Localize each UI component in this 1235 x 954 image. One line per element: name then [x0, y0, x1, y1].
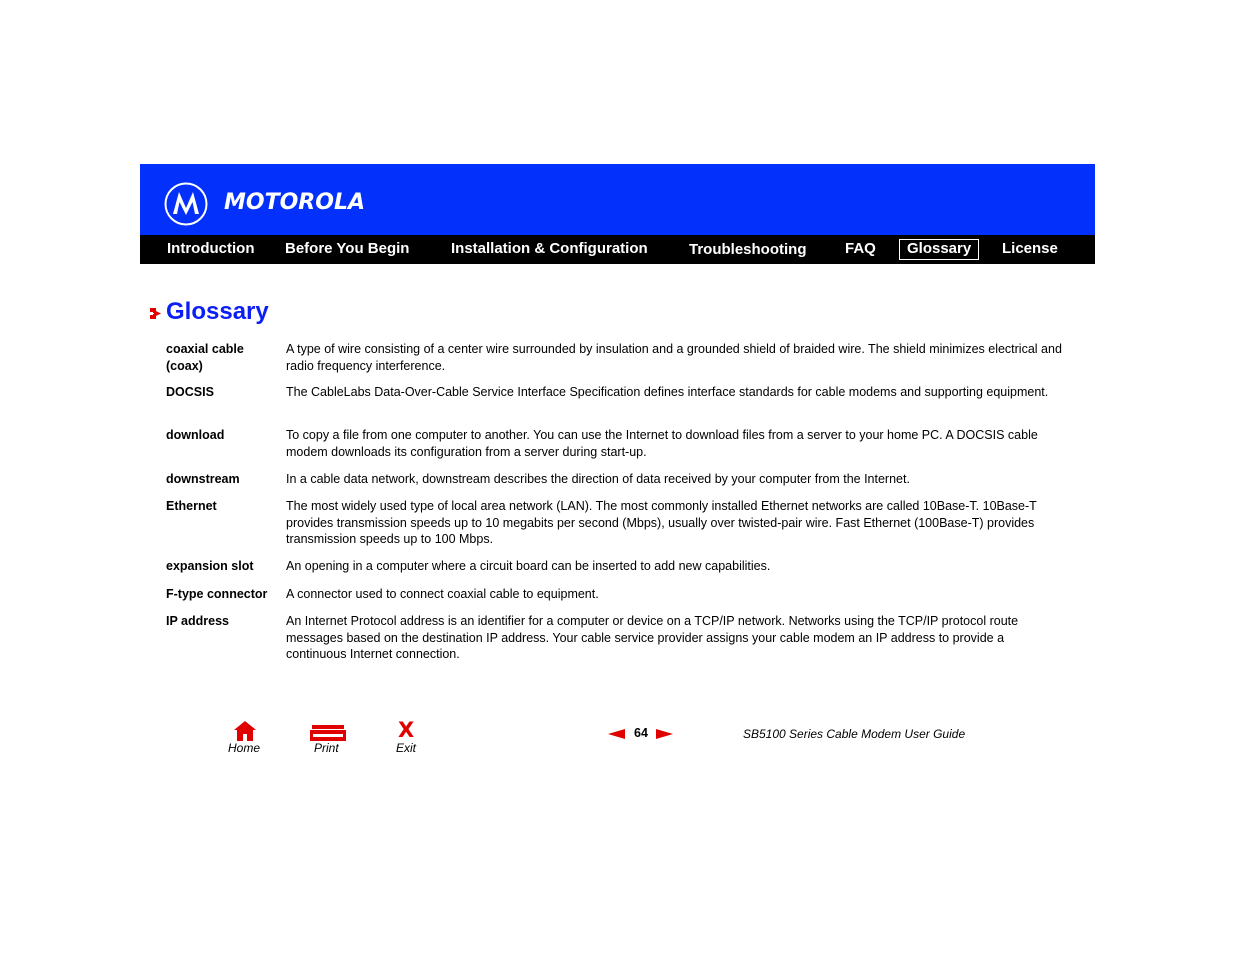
- glossary-term: downstream: [166, 472, 240, 486]
- nav-installation-configuration[interactable]: Installation & Configuration: [451, 240, 648, 257]
- home-icon[interactable]: [234, 721, 256, 741]
- brand-logo-text: MOTOROLA: [224, 190, 365, 215]
- glossary-term: DOCSIS: [166, 385, 214, 399]
- glossary-definition: In a cable data network, downstream describes the direction of data received by your computer from the Internet.: [286, 472, 910, 486]
- guide-title: SB5100 Series Cable Modem User Guide: [743, 727, 966, 741]
- glossary-term: IP address: [166, 614, 230, 628]
- print-icon[interactable]: [310, 725, 346, 741]
- glossary-term: Ethernet: [166, 499, 217, 513]
- nav-troubleshooting[interactable]: Troubleshooting: [689, 241, 807, 258]
- previous-page-arrow-icon[interactable]: [608, 729, 625, 739]
- glossary-definition: The CableLabs Data-Over-Cable Service Interface Specification defines interface standards for cable modems and supporting equipment.: [286, 385, 1049, 399]
- nav-faq[interactable]: FAQ: [845, 240, 876, 257]
- glossary-definition: A connector used to connect coaxial cable to equipment.: [286, 587, 599, 601]
- next-page-arrow-icon[interactable]: [656, 729, 673, 739]
- glossary-term: coaxial cable (coax): [166, 342, 244, 373]
- nav-before-you-begin[interactable]: Before You Begin: [285, 240, 410, 257]
- motorola-logo-icon: [164, 182, 208, 226]
- print-label[interactable]: Print: [314, 741, 339, 755]
- glossary-definition: An opening in a computer where a circuit board can be inserted to add new capabilities.: [286, 559, 771, 573]
- home-label[interactable]: Home: [228, 741, 261, 755]
- nav-bar: [140, 235, 1095, 264]
- nav-license[interactable]: License: [1002, 240, 1058, 257]
- page-title: Glossary: [166, 298, 269, 325]
- exit-x-icon[interactable]: X: [398, 718, 415, 742]
- glossary-definition: The most widely used type of local area network (LAN). The most commonly installed Ethernet networks are called 10Base-T. 10Base-T provides transmission speeds up to 10 megabits per second (Mbps), usually over twisted-pair wire. Fast Ethernet (100Base-T) provides transmission speeds up to 100 Mbps.: [286, 499, 1037, 546]
- glossary-definition: To copy a file from one computer to another. You can use the Internet to download files from a server to your home PC. A DOCSIS cable modem downloads its configuration from a server during start-up.: [286, 428, 1038, 459]
- exit-label[interactable]: Exit: [396, 741, 417, 755]
- glossary-term: download: [166, 428, 225, 442]
- glossary-term: expansion slot: [166, 559, 254, 573]
- red-arrow-bullet-icon: [149, 307, 162, 320]
- nav-introduction[interactable]: Introduction: [167, 240, 255, 257]
- glossary-definition: An Internet Protocol address is an identifier for a computer or device on a TCP/IP network. Networks using the TCP/IP protocol route messages based on the destination IP address. Your cable service provider assigns your cable modem an IP address to provide a continuous Internet connection.: [286, 614, 1019, 661]
- glossary-term: F-type connector: [166, 587, 268, 601]
- page-number: 64: [634, 726, 648, 740]
- glossary-definition: A type of wire consisting of a center wire surrounded by insulation and a grounded shield of braided wire. The shield minimizes electrical and radio frequency interference.: [286, 342, 1062, 373]
- header-banner: [140, 164, 1095, 235]
- nav-glossary[interactable]: Glossary: [899, 239, 979, 260]
